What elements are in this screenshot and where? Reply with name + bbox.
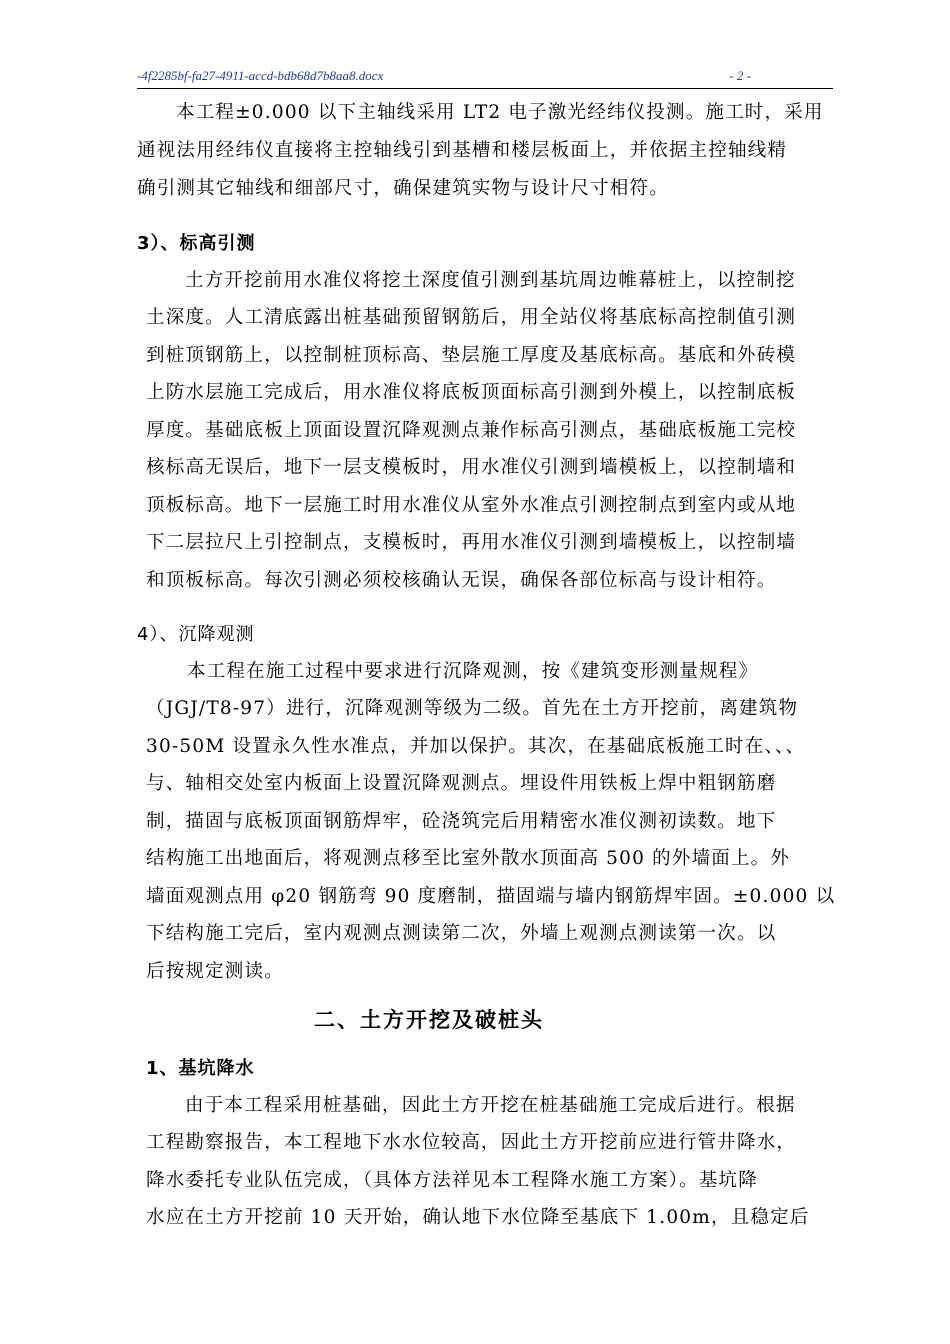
document-filename: -4f2285bf-fa27-4911-accd-bdb68d7b8aa8.docx: [137, 68, 384, 83]
subheading-dewatering: 1、基坑降水: [146, 1058, 255, 1079]
body-line: 30-50M 设置永久性水准点，并加以保护。其次，在基础底板施工时在、、、: [146, 736, 806, 757]
body-line: 核标高无误后，地下一层支模板时，用水准仪引测到墙模板上，以控制墙和: [146, 457, 797, 478]
body-line: 厚度。基础底板上顶面设置沉降观测点兼作标高引测点，基础底板施工完校: [146, 420, 797, 441]
body-line: 上防水层施工完成后，用水准仪将底板顶面标高引测到外模上，以控制底板: [146, 382, 797, 403]
subheading-settlement: 4）、沉降观测: [137, 624, 255, 645]
body-line: 降水委托专业队伍完成，（具体方法祥见本工程降水施工方案）。基坑降: [146, 1170, 758, 1191]
page-header: [137, 66, 833, 89]
body-line: 墙面观测点用 φ20 钢筋弯 90 度磨制，描固端与墙内钢筋焊牢固。±0.000 以: [146, 886, 836, 907]
body-line: 土方开挖前用水准仪将挖土深度值引测到基坑周边帷幕桩上，以控制挖: [185, 270, 796, 291]
body-line: 土深度。人工清底露出桩基础预留钢筋后，用全站仪将基底标高控制值引测: [146, 307, 797, 328]
body-line: 由于本工程采用桩基础，因此土方开挖在桩基础施工完成后进行。根据: [185, 1095, 796, 1116]
body-line: 下二层拉尺上引控制点，支模板时，再用水准仪引测到墙模板上，以控制墙: [146, 532, 797, 553]
body-line: 制，描固与底板顶面钢筋焊牢，砼浇筑完后用精密水准仪测初读数。地下: [146, 811, 777, 832]
page-number: - 2 -: [729, 68, 751, 83]
body-line: 本工程在施工过程中要求进行沉降观测，按《建筑变形测量规程》: [187, 661, 759, 682]
body-line: 工程勘察报告，本工程地下水水位较高，因此土方开挖前应进行管井降水，: [146, 1132, 797, 1153]
body-line: 和顶板标高。每次引测必须校核确认无误，确保各部位标高与设计相符。: [146, 570, 777, 591]
body-line: （JGJ/T8-97）进行，沉降观测等级为二级。首先在土方开挖前，离建筑物: [146, 698, 799, 719]
body-line: 水应在土方开挖前 10 天开始，确认地下水位降至基底下 1.00m，且稳定后: [146, 1207, 810, 1228]
body-line: 与、轴相交处室内板面上设置沉降观测点。埋设件用铁板上焊中粗钢筋磨: [146, 773, 777, 794]
body-line: 后按规定测读。: [146, 961, 284, 982]
section-title: 二、土方开挖及破桩头: [314, 1008, 544, 1032]
body-line: 确引测其它轴线和细部尺寸，确保建筑实物与设计尺寸相符。: [137, 178, 669, 199]
subheading-elevation: 3）、标高引测: [137, 233, 256, 254]
body-line: 本工程±0.000 以下主轴线采用 LT2 电子激光经纬仪投测。施工时，采用: [176, 102, 824, 123]
body-line: 下结构施工完后，室内观测点测读第二次，外墙上观测点测读第一次。以: [146, 923, 777, 944]
body-line: 到桩顶钢筋上，以控制桩顶标高、垫层施工厚度及基底标高。基底和外砖模: [146, 345, 797, 366]
body-line: 顶板标高。地下一层施工时用水准仪从室外水准点引测控制点到室内或从地: [146, 495, 797, 516]
body-line: 通视法用经纬仪直接将主控轴线引到基槽和楼层板面上，并依据主控轴线精: [137, 140, 788, 161]
body-line: 结构施工出地面后，将观测点移至比室外散水顶面高 500 的外墙面上。外: [146, 848, 791, 869]
